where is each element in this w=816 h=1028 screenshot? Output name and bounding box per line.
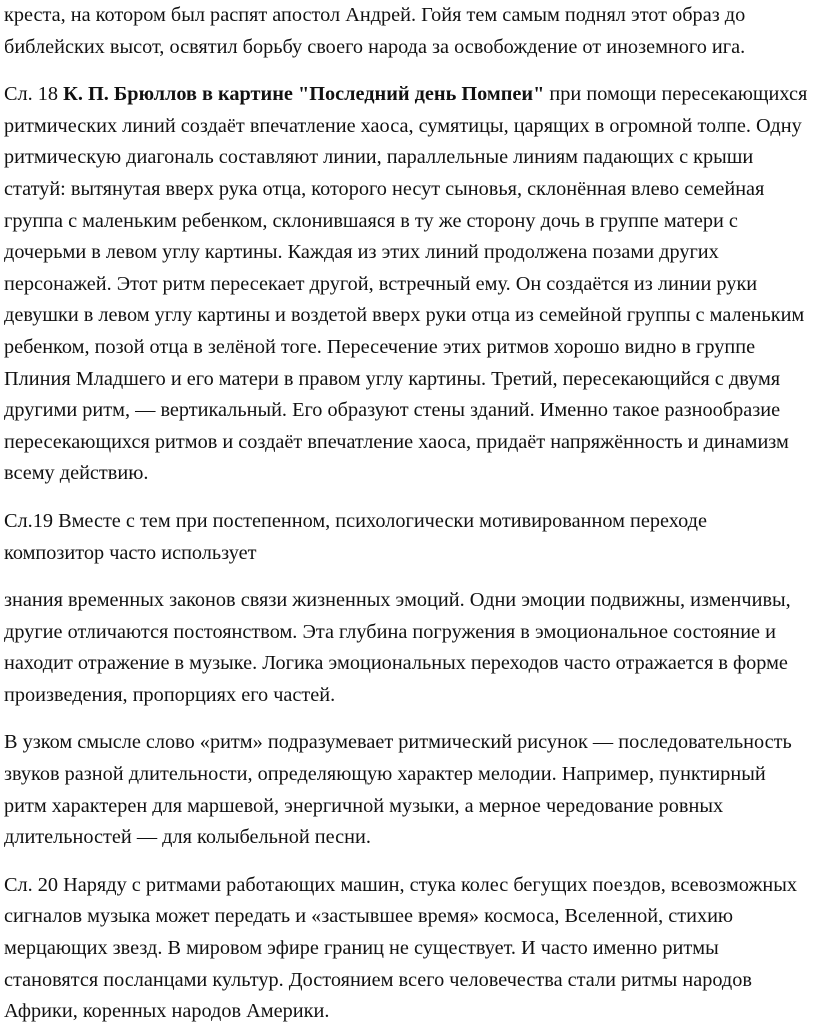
paragraph-gap: [4, 569, 810, 585]
paragraph-slide-19: Сл.19 Вместе с тем при постепенном, психологически мотивированном переходе композитор часто использует: [4, 509, 707, 564]
paragraph-gap: [4, 854, 810, 870]
paragraph-gap: [4, 63, 810, 79]
paragraph-gap: [4, 490, 810, 506]
paragraph-gap: [4, 711, 810, 727]
paragraph-slide-20: Сл. 20 Наряду с ритмами работающих машин, стука колес бегущих поездов, всевозможных сигналов музыка может передать и «застывшее время» космоса, Вселенной, стихию мерцающих звезд. В мировом эфире границ не существует. И часто именно ритмы становятся посланцами культур. Достоянием всего человечества стали ритмы народов Африки, коренных народов Америки.: [4, 873, 797, 1023]
paragraph-goya-continuation: креста, на котором был распят апостол Андрей. Гойя тем самым поднял этот образ до библейских высот, освятил борьбу своего народа за освобождение от иноземного ига.: [4, 4, 746, 58]
slide-18-body: при помощи пересекающихся ритмических линий создаёт впечатление хаоса, сумятицы, царящих в огромной толпе. Одну ритмическую диагональ составляют линии, параллельные линиям падающих с крыши статуй: вытянутая вверх рука отца, которого несут сыновья, склонённая влево семейная группа с маленьким ребенком, склонившаяся в ту же сторону дочь в группе матери с дочерьми в левом углу картины. Каждая из этих линий продолжена позами других персонажей. Этот ритм пересекает другой, встречный ему. Он создаётся из линии руки девушки в левом углу картины и воздетой вверх руки отца из семейной группы с маленьким ребенком, позой отца в зелёной тоге. Пересечение этих ритмов хорошо видно в группе Плиния Младшего и его матери в правом углу картины. Третий, пересекающийся с двумя другими ритм, — вертикальный. Его образуют стены зданий. Именно такое разнообразие пересекающихся ритмов и создаёт впечатление хаоса, придаёт напряжённость и динамизм всему действию.: [4, 83, 808, 485]
paragraph-emotion-laws: знания временных законов связи жизненных эмоций. Одни эмоции подвижны, изменчивы, другие отличаются постоянством. Эта глубина погружения в эмоциональное состояние и находит отражение в музыке. Логика эмоциональных переходов часто отражается в форме произведения, пропорциях его частей.: [4, 589, 791, 706]
slide-18-prefix: Сл. 18: [4, 83, 64, 106]
slide-18-bold-title: К. П. Брюллов в картине "Последний день Помпеи": [63, 83, 545, 106]
paragraph-slide-18: [4, 79, 810, 490]
paragraph-rhythm-definition: В узком смысле слово «ритм» подразумевает ритмический рисунок — последовательность звуков разной длительности, определяющую характер мелодии. Например, пунктирный ритм характерен для маршевой, энергичной музыки, а мерное чередование ровных длительностей — для колыбельной песни.: [4, 731, 792, 849]
